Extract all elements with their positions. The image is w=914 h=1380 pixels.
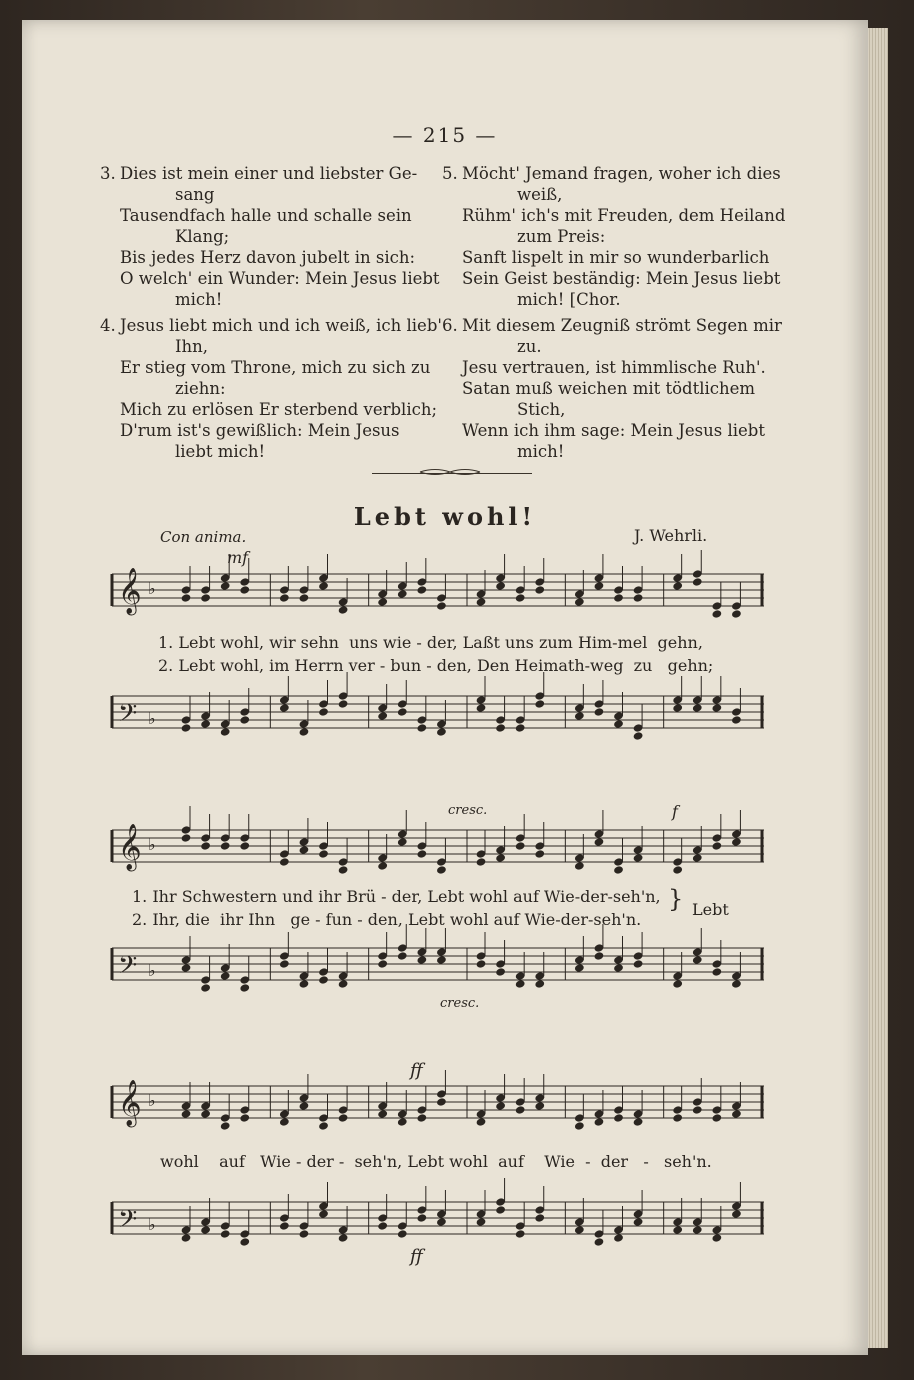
note-head — [692, 577, 703, 587]
note-head — [416, 585, 427, 595]
note-head — [239, 1237, 250, 1247]
note-head — [377, 861, 388, 871]
note-head — [495, 967, 506, 977]
verse-line: ziehn: — [175, 379, 226, 398]
lyric-side-word: Lebt — [692, 900, 729, 919]
note-head — [633, 593, 644, 603]
flat-icon: ♭ — [148, 1091, 156, 1110]
verse-line: Er stieg vom Throne, mich zu sich zu — [120, 358, 431, 377]
note-head — [515, 1105, 526, 1115]
note-head — [515, 1229, 526, 1239]
note-head — [436, 865, 447, 875]
note-head — [711, 967, 722, 977]
note-head — [397, 1117, 408, 1127]
note-head — [200, 841, 211, 851]
note-head — [476, 1117, 487, 1127]
verse-number: 6. — [442, 316, 458, 335]
note-head — [534, 585, 545, 595]
note-head — [711, 1113, 722, 1123]
note-head — [495, 581, 506, 591]
verse-3 — [100, 163, 450, 310]
verse-line: liebt mich! — [175, 442, 266, 461]
verse-line: Klang; — [175, 227, 230, 246]
note-head — [338, 1233, 349, 1243]
book-page — [22, 20, 868, 1355]
note-head — [495, 1205, 506, 1215]
note-head — [613, 1233, 624, 1243]
verse-line: Möcht' Jemand fragen, woher ich dies — [462, 164, 781, 183]
note-head — [220, 1121, 231, 1131]
note-head — [495, 1101, 506, 1111]
note-head — [711, 841, 722, 851]
note-head — [436, 955, 447, 965]
verse-line: Mit diesem Zeugniß strömt Segen mir — [462, 316, 782, 335]
note-head — [692, 853, 703, 863]
note-head — [731, 1209, 742, 1219]
bass-clef-icon: 𝄢 — [118, 1205, 138, 1240]
note-head — [633, 853, 644, 863]
note-head — [534, 1101, 545, 1111]
note-head — [298, 1101, 309, 1111]
note-head — [220, 581, 231, 591]
note-head — [574, 963, 585, 973]
dynamic-f: f — [672, 802, 678, 821]
note-head — [731, 1109, 742, 1119]
note-head — [515, 593, 526, 603]
note-head — [476, 1217, 487, 1227]
note-head — [593, 951, 604, 961]
note-head — [220, 841, 231, 851]
verse-line: Sanft lispelt in mir so wunderbarlich — [462, 248, 770, 267]
note-head — [613, 719, 624, 729]
verse-5 — [442, 163, 792, 310]
note-head — [338, 699, 349, 709]
verse-line: mich! [Chor. — [517, 290, 621, 309]
lyric-line-2: 2. Ihr, die ihr Ihn ge - fun - den, Lebt wohl auf Wie-der-seh'n. — [132, 910, 642, 929]
verse-line: Mich zu erlösen Er sterbend verblich; — [120, 400, 438, 419]
note-head — [279, 1221, 290, 1231]
note-head — [534, 849, 545, 859]
note-head — [239, 715, 250, 725]
note-head — [298, 1229, 309, 1239]
note-head — [416, 723, 427, 733]
verse-line: mich! — [517, 442, 565, 461]
note-head — [593, 1117, 604, 1127]
note-head — [298, 593, 309, 603]
verse-line: O welch' ein Wunder: Mein Jesus liebt — [120, 269, 440, 288]
dynamic-ff: ff — [410, 1060, 423, 1081]
note-head — [397, 951, 408, 961]
note-head — [181, 1233, 192, 1243]
flat-icon: ♭ — [148, 579, 156, 598]
note-head — [436, 1097, 447, 1107]
note-head — [672, 581, 683, 591]
verse-line: Satan muß weichen mit tödtlichem — [462, 379, 756, 398]
note-head — [613, 963, 624, 973]
lyric-line-2: 2. Lebt wohl, im Herrn ver - bun - den, Den Heimath-weg zu gehn; — [158, 656, 714, 675]
note-head — [397, 1229, 408, 1239]
note-head — [672, 865, 683, 875]
note-head — [534, 979, 545, 989]
note-head — [633, 1117, 644, 1127]
verse-line: zu. — [517, 337, 542, 356]
verse-line: Dies ist mein einer und liebster Ge- — [120, 164, 418, 183]
note-head — [416, 1113, 427, 1123]
note-head — [181, 833, 192, 843]
note-head — [377, 959, 388, 969]
note-head — [731, 715, 742, 725]
verse-line: Stich, — [517, 400, 566, 419]
verse-number: 3. — [100, 164, 116, 183]
note-head — [534, 699, 545, 709]
lyric-line: wohl auf Wie - der - seh'n, Lebt wohl auf Wie - der - seh'n. — [160, 1152, 712, 1171]
note-head — [593, 581, 604, 591]
note-head — [397, 707, 408, 717]
verse-line: sang — [175, 185, 215, 204]
note-head — [633, 959, 644, 969]
note-head — [377, 1221, 388, 1231]
note-head — [318, 707, 329, 717]
treble-clef-icon: 𝄞 — [118, 824, 142, 870]
brace: } — [668, 885, 684, 913]
note-head — [279, 703, 290, 713]
note-head — [298, 979, 309, 989]
note-head — [338, 605, 349, 615]
note-head — [692, 955, 703, 965]
note-head — [495, 853, 506, 863]
song-title: Lebt wohl! — [353, 502, 537, 531]
verse-line: Jesus liebt mich und ich weiß, ich lieb' — [120, 316, 442, 335]
note-head — [574, 711, 585, 721]
note-head — [279, 959, 290, 969]
note-head — [436, 601, 447, 611]
note-head — [515, 841, 526, 851]
note-head — [239, 1113, 250, 1123]
note-head — [239, 983, 250, 993]
treble-staff-3 — [102, 1080, 772, 1128]
bass-clef-icon: 𝄢 — [118, 699, 138, 734]
note-head — [633, 731, 644, 741]
note-head — [515, 979, 526, 989]
note-head — [436, 1217, 447, 1227]
note-head — [574, 1225, 585, 1235]
note-head — [239, 841, 250, 851]
note-head — [613, 1113, 624, 1123]
treble-clef-icon: 𝄞 — [118, 568, 142, 614]
lyric-line-1: 1. Lebt wohl, wir sehn uns wie - der, Laßt uns zum Him-mel gehn, — [158, 633, 703, 652]
note-head — [593, 1237, 604, 1247]
note-head — [534, 1213, 545, 1223]
tempo-marking: Con anima. — [160, 528, 247, 546]
note-head — [416, 1213, 427, 1223]
note-head — [377, 597, 388, 607]
note-head — [181, 1109, 192, 1119]
note-head — [318, 1121, 329, 1131]
note-head — [220, 727, 231, 737]
treble-staff-2 — [102, 824, 772, 872]
note-head — [181, 963, 192, 973]
verse-line: Jesu vertrauen, ist himmlische Ruh'. — [462, 358, 766, 377]
note-head — [476, 857, 487, 867]
verse-line: Wenn ich ihm sage: Mein Jesus liebt — [462, 421, 766, 440]
note-head — [593, 707, 604, 717]
note-head — [279, 857, 290, 867]
note-head — [495, 723, 506, 733]
note-head — [377, 1109, 388, 1119]
note-head — [711, 1233, 722, 1243]
note-head — [672, 1113, 683, 1123]
note-head — [220, 971, 231, 981]
verse-line: D'rum ist's gewißlich: Mein Jesus — [120, 421, 400, 440]
note-head — [731, 609, 742, 619]
page-number: — 215 — — [392, 123, 498, 147]
verse-6 — [442, 315, 792, 462]
note-head — [672, 979, 683, 989]
flat-icon: ♭ — [148, 835, 156, 854]
note-head — [672, 703, 683, 713]
note-head — [613, 865, 624, 875]
note-head — [731, 837, 742, 847]
verse-number: 5. — [442, 164, 458, 183]
note-head — [574, 597, 585, 607]
note-head — [377, 711, 388, 721]
dynamic-ff: ff — [410, 1246, 423, 1267]
note-head — [731, 979, 742, 989]
note-head — [239, 585, 250, 595]
note-head — [476, 597, 487, 607]
note-head — [200, 1109, 211, 1119]
note-head — [692, 1105, 703, 1115]
dynamic-cresc: cresc. — [448, 803, 488, 818]
note-head — [692, 1225, 703, 1235]
verse-line: Ihn, — [175, 337, 209, 356]
dynamic-cresc: cresc. — [440, 996, 480, 1011]
verse-4 — [100, 315, 450, 462]
note-head — [318, 581, 329, 591]
verse-number: 4. — [100, 316, 116, 335]
lyric-line-1: 1. Ihr Schwestern und ihr Brü - der, Lebt wohl auf Wie-der-seh'n, — [132, 887, 661, 906]
composer-name: J. Wehrli. — [634, 526, 708, 545]
note-head — [574, 1121, 585, 1131]
note-head — [200, 719, 211, 729]
treble-clef-icon: 𝄞 — [118, 1080, 142, 1126]
treble-staff-1 — [102, 568, 772, 616]
separator-ornament — [420, 467, 480, 477]
bass-staff-1 — [102, 690, 772, 738]
note-head — [318, 849, 329, 859]
note-head — [397, 589, 408, 599]
note-head — [220, 1229, 231, 1239]
flat-icon: ♭ — [148, 961, 156, 980]
note-head — [338, 979, 349, 989]
flat-icon: ♭ — [148, 709, 156, 728]
note-head — [711, 703, 722, 713]
note-head — [298, 727, 309, 737]
note-head — [436, 727, 447, 737]
note-head — [476, 703, 487, 713]
note-head — [181, 723, 192, 733]
note-head — [593, 837, 604, 847]
note-head — [672, 1225, 683, 1235]
note-head — [279, 593, 290, 603]
bass-staff-3 — [102, 1196, 772, 1244]
dynamic-mf: mf — [227, 548, 249, 567]
note-head — [613, 593, 624, 603]
note-head — [200, 1225, 211, 1235]
note-head — [692, 703, 703, 713]
verse-line: Bis jedes Herz davon jubelt in sich: — [120, 248, 416, 267]
note-head — [515, 723, 526, 733]
bass-clef-icon: 𝄢 — [118, 951, 138, 986]
verse-line: Rühm' ich's mit Freuden, dem Heiland — [462, 206, 786, 225]
note-head — [397, 837, 408, 847]
verse-line: zum Preis: — [517, 227, 606, 246]
note-head — [200, 983, 211, 993]
verse-line: Sein Geist beständig: Mein Jesus liebt — [462, 269, 781, 288]
note-head — [338, 1113, 349, 1123]
note-head — [318, 1209, 329, 1219]
verse-line: mich! — [175, 290, 223, 309]
note-head — [338, 865, 349, 875]
verse-line: Tausendfach halle und schalle sein — [120, 206, 412, 225]
verse-line: weiß, — [517, 185, 563, 204]
note-head — [633, 1217, 644, 1227]
note-head — [711, 609, 722, 619]
note-head — [181, 593, 192, 603]
note-head — [416, 849, 427, 859]
note-head — [298, 845, 309, 855]
note-head — [279, 1117, 290, 1127]
note-head — [318, 975, 329, 985]
note-head — [476, 959, 487, 969]
note-head — [574, 861, 585, 871]
note-head — [200, 593, 211, 603]
flat-icon: ♭ — [148, 1215, 156, 1234]
note-head — [416, 955, 427, 965]
bass-staff-2 — [102, 942, 772, 990]
